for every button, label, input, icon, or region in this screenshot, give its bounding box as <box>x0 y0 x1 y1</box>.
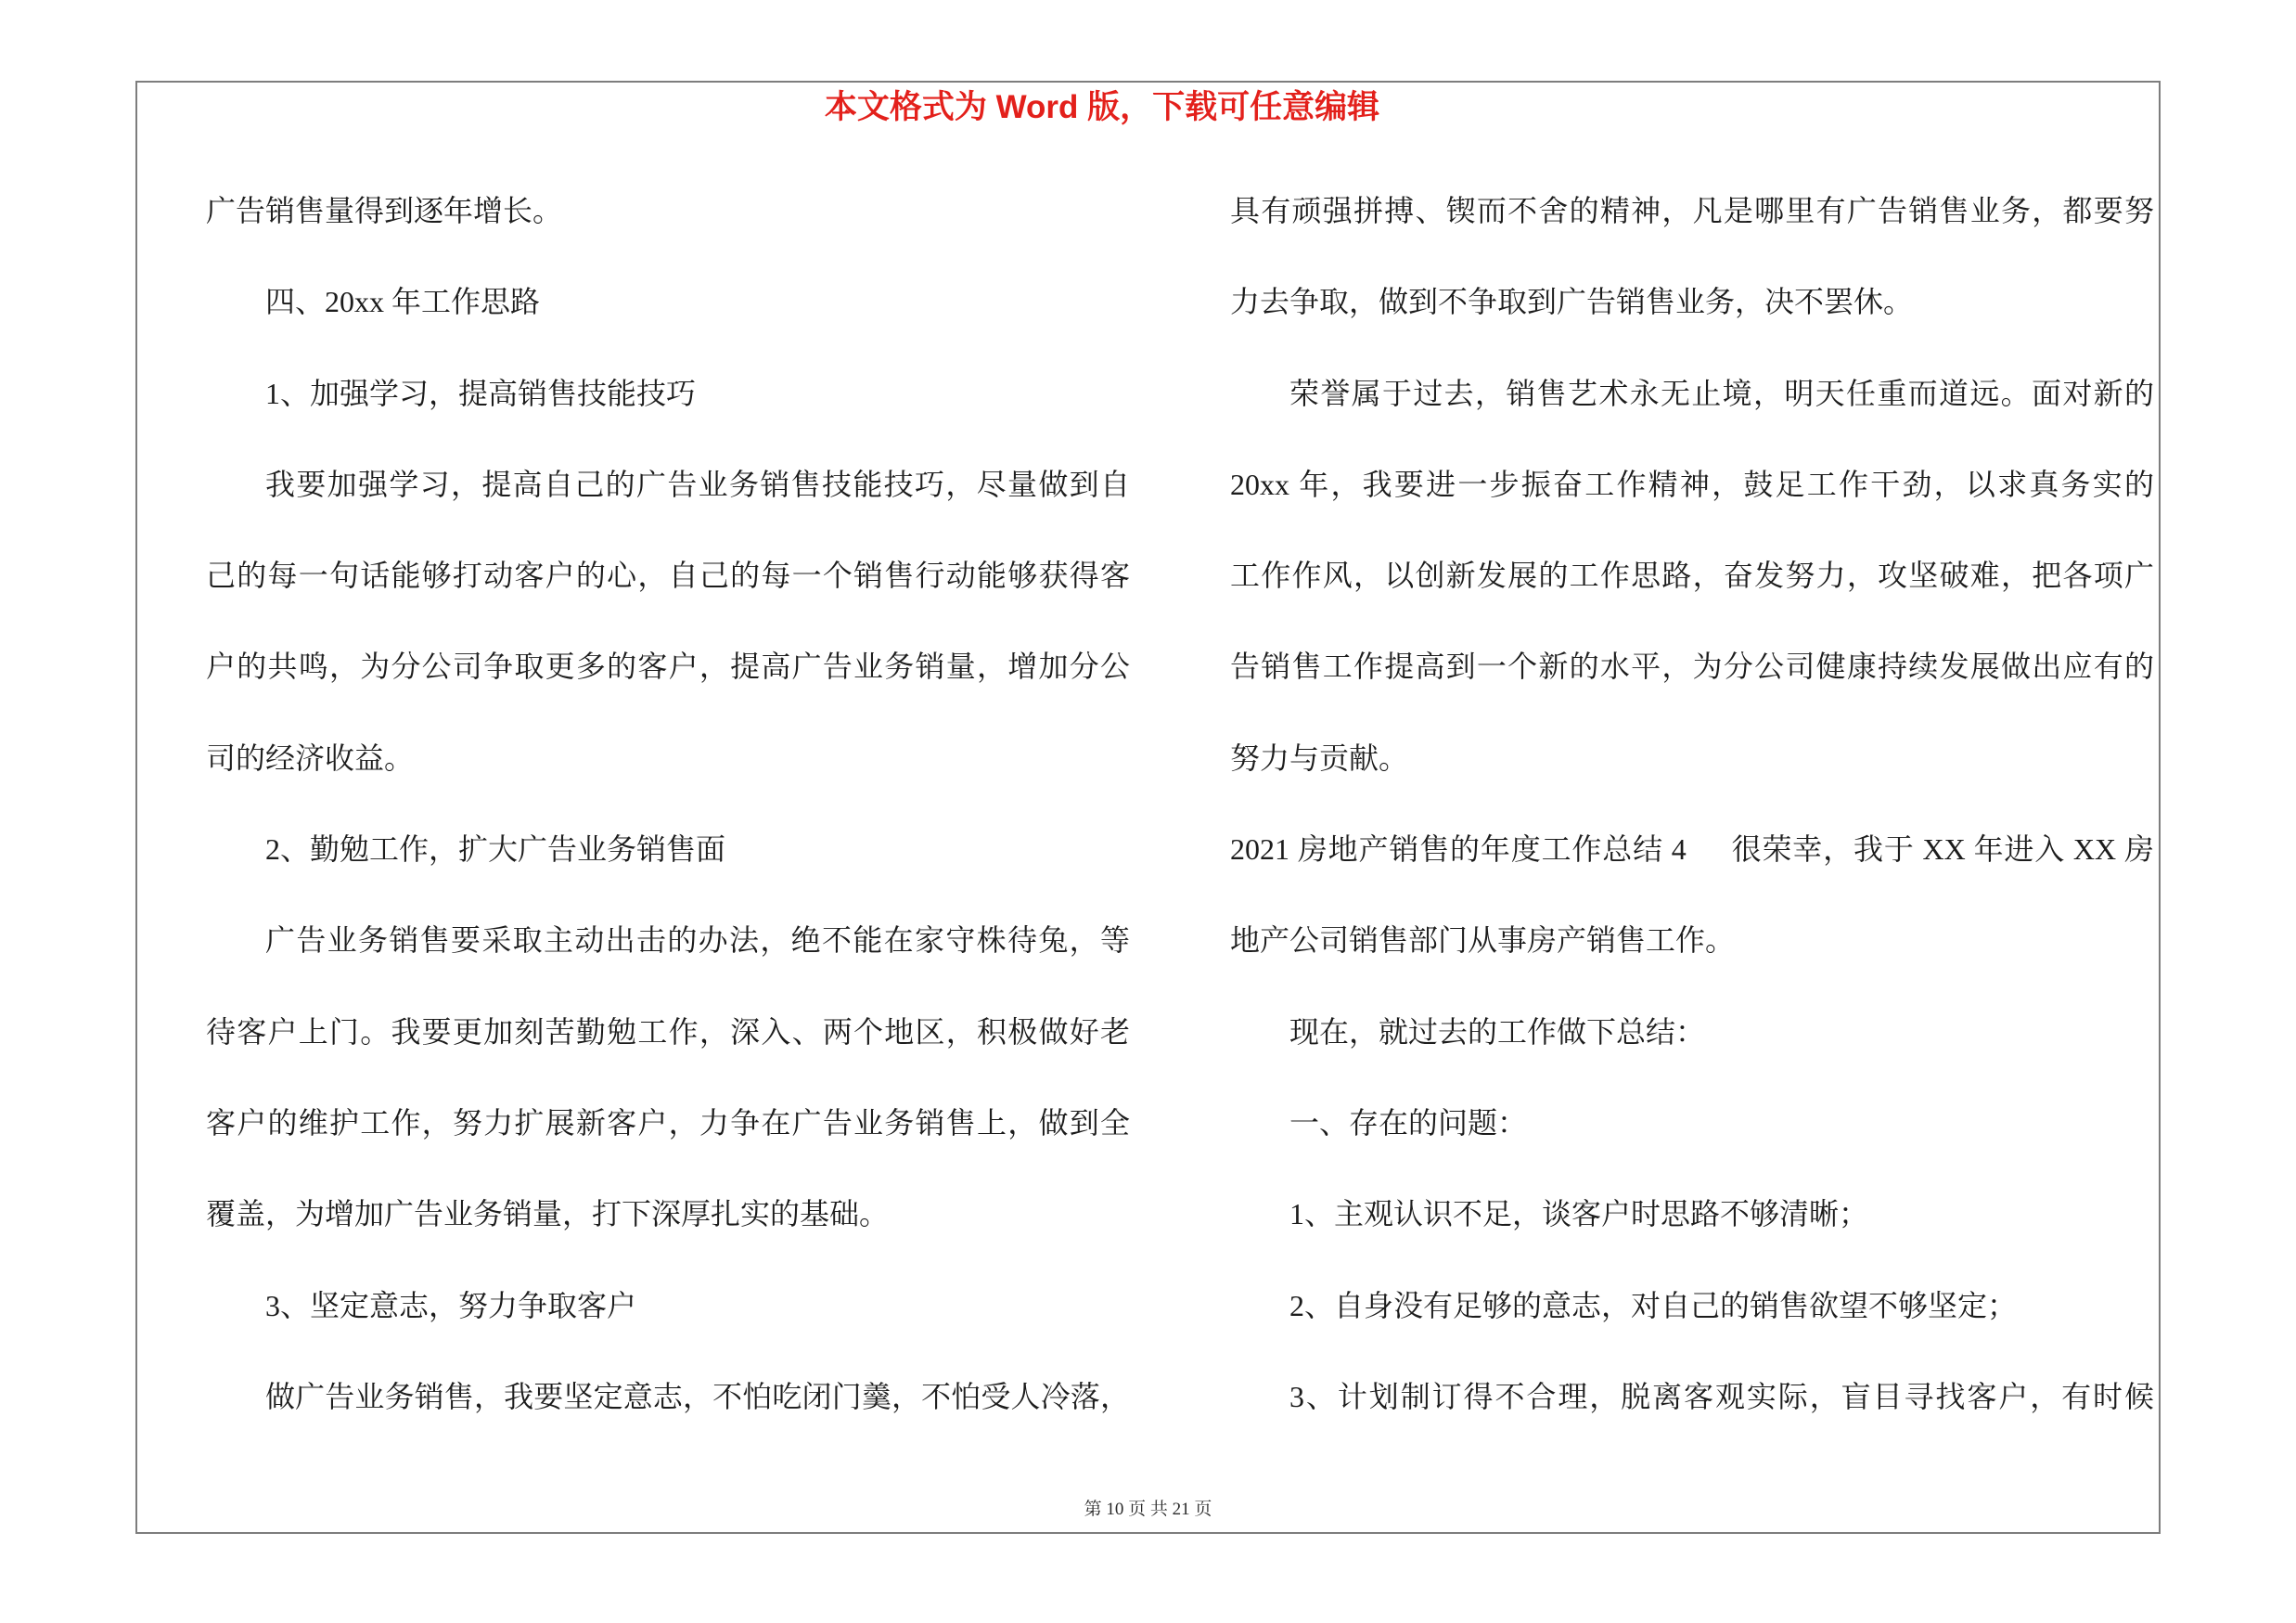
right-column <box>1230 165 2154 1442</box>
subheading <box>206 1260 1130 1351</box>
left-column <box>206 165 1130 1442</box>
report-title: 2021 房地产销售的年度工作总结 4 <box>1230 832 1687 867</box>
text-line: 告销售工作提高到一个新的水平，为分公司健康持续发展做出应有的 <box>1230 650 2154 684</box>
section-heading <box>206 256 1130 347</box>
list-item <box>1230 1260 2154 1351</box>
text-line <box>1230 804 2154 895</box>
paragraph <box>1230 804 2154 986</box>
text-line: 努力与贡献。 <box>1230 741 1409 775</box>
subheading <box>206 804 1130 895</box>
text-line: 荣誉属于过去，销售艺术永无止境，明天任重而道远。面对新的 <box>1289 376 2154 410</box>
text-line: 四、20xx 年工作思路 <box>265 285 541 319</box>
text-line: 3、计划制订得不合理，脱离客观实际，盲目寻找客户，有时候 <box>1289 1379 2154 1413</box>
text-line: 2、勤勉工作，扩大广告业务销售面 <box>265 832 726 867</box>
text-line: 我要加强学习，提高自己的广告业务销售技能技巧，尽量做到自 <box>265 467 1130 501</box>
list-item <box>1230 1351 2154 1442</box>
paragraph <box>1230 348 2154 804</box>
text-line: 做广告业务销售，我要坚定意志，不怕吃闭门羹，不怕受人冷落， <box>265 1379 1130 1413</box>
text-line: 3、坚定意志，努力争取客户 <box>265 1288 637 1322</box>
text-line: 具有顽强拼搏、锲而不舍的精神，凡是哪里有广告销售业务，都要努 <box>1230 194 2154 227</box>
text-line: 工作作风，以创新发展的工作思路，奋发努力，攻坚破难，把各项广 <box>1230 559 2154 593</box>
page-number-footer: 第 10 页 共 21 页 <box>1084 1500 1212 1519</box>
text-line: 己的每一句话能够打动客户的心，自己的每一个销售行动能够获得客 <box>206 559 1130 593</box>
text-line: 客户的维护工作，努力扩展新客户，力争在广告业务销售上，做到全 <box>206 1105 1130 1140</box>
text-line: 力去争取，做到不争取到广告销售业务，决不罢休。 <box>1230 285 1914 319</box>
paragraph <box>1230 165 2154 348</box>
list-item <box>1230 1168 2154 1259</box>
text-line: 1、主观认识不足，谈客户时思路不够清晰； <box>1289 1197 1869 1231</box>
paragraph <box>1230 986 2154 1077</box>
paragraph <box>206 1351 1130 1442</box>
text-line: 1、加强学习，提高销售技能技巧 <box>265 376 697 410</box>
text-line: 现在，就过去的工作做下总结： <box>1289 1014 1706 1049</box>
section-heading <box>1230 1077 2154 1168</box>
format-notice: 本文格式为 Word 版，下载可任意编辑 <box>824 89 1380 125</box>
text-line: 待客户上门。我要更加刻苦勤勉工作，深入、两个地区，积极做好老 <box>206 1014 1130 1049</box>
paragraph <box>206 895 1130 1259</box>
paragraph <box>206 439 1130 804</box>
text-fragment: 很荣幸，我于 XX 年进入 XX 房 <box>1730 832 2154 867</box>
text-line: 地产公司销售部门从事房产销售工作。 <box>1230 923 1736 958</box>
text-line: 20xx 年，我要进一步振奋工作精神，鼓足工作干劲，以求真务实的 <box>1230 467 2154 501</box>
text-line: 户的共鸣，为分公司争取更多的客户，提高广告业务销量，增加分公 <box>206 650 1130 684</box>
text-line: 一、存在的问题： <box>1289 1105 1528 1140</box>
subheading <box>206 348 1130 439</box>
text-line: 2、自身没有足够的意志，对自己的销售欲望不够坚定； <box>1289 1288 2018 1322</box>
text-line: 覆盖，为增加广告业务销量，打下深厚扎实的基础。 <box>206 1197 890 1231</box>
paragraph <box>206 165 1130 256</box>
text-line: 广告销售量得到逐年增长。 <box>206 194 563 227</box>
text-line: 司的经济收益。 <box>206 741 415 775</box>
text-line: 广告业务销售要采取主动出击的办法，绝不能在家守株待兔，等 <box>265 923 1130 958</box>
